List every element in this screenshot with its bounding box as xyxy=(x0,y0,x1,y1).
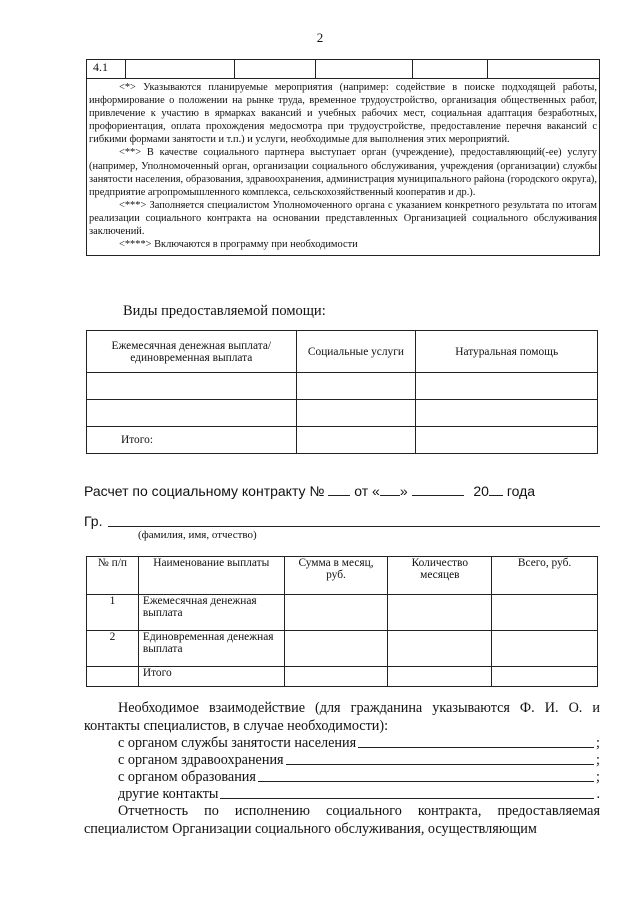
contract-number-field[interactable] xyxy=(328,483,350,496)
help-types-table xyxy=(86,330,598,454)
interaction-end: ; xyxy=(596,735,600,751)
total-label: Итого: xyxy=(87,427,297,454)
payments-table xyxy=(86,556,598,687)
interaction-label: с органом здравоохранения xyxy=(118,752,284,768)
interaction-label: с органом образования xyxy=(118,769,256,785)
footnotes xyxy=(87,79,599,255)
table-cell xyxy=(413,60,488,78)
help-section-title: Виды предоставляемой помощи: xyxy=(123,303,326,319)
table-row xyxy=(87,595,598,631)
table-cell xyxy=(388,595,492,631)
interaction-end: ; xyxy=(596,752,600,768)
table-row xyxy=(87,667,598,687)
interaction-item xyxy=(118,752,600,770)
year-field[interactable] xyxy=(489,483,503,496)
payment-name: Единовременная денежная выплата xyxy=(138,631,284,667)
fio-hint: (фамилия, имя, отчество) xyxy=(138,529,257,541)
table-header-row xyxy=(87,331,598,373)
table-row xyxy=(87,60,599,79)
table-cell xyxy=(126,60,235,78)
table-cell xyxy=(416,373,598,400)
interaction-end: . xyxy=(596,786,600,802)
header-cell: Социальные услуги xyxy=(296,331,416,373)
header-cell: № п/п xyxy=(87,557,139,595)
footnote-4: <****> Включаются в программу при необходимости xyxy=(119,239,358,251)
other-contact-field[interactable] xyxy=(220,786,594,799)
activities-table-fragment xyxy=(86,59,600,256)
table-header-row xyxy=(87,557,598,595)
table-cell xyxy=(87,373,297,400)
interaction-intro: Необходимое взаимодействие (для гражданина указываются Ф. И. О. и контакты специалистов, в случае необходимости): xyxy=(84,700,600,734)
row-number: 4.1 xyxy=(87,60,126,78)
table-cell xyxy=(296,427,416,454)
page-number: 2 xyxy=(316,30,324,45)
interaction-item xyxy=(118,786,600,804)
employment-contact-field[interactable] xyxy=(358,735,594,748)
citizen-name-field[interactable] xyxy=(108,526,600,527)
table-cell xyxy=(388,667,492,687)
payment-name: Итого xyxy=(138,667,284,687)
table-cell xyxy=(296,400,416,427)
year-prefix: 20 xyxy=(473,483,489,499)
header-cell: Количество месяцев xyxy=(388,557,492,595)
footnote-2: <**> В качестве социального партнера выступает орган (учреждение), предоставляющий(-ее) услугу (например, Уполномоченный орган, организации социального обслуживания, учреждения (организации) службы занятости населения, образования, здравоохранения, администрация муниципального района (городского округа), предприятие агропромышленного комплекса, сельскохозяйственный кооператив и др.). xyxy=(89,147,597,198)
table-cell xyxy=(235,60,316,78)
table-row xyxy=(87,400,598,427)
table-cell xyxy=(284,631,388,667)
header-cell: Сумма в месяц, руб. xyxy=(284,557,388,595)
header-cell: Ежемесячная денежная выплата/ единовременная выплата xyxy=(87,331,297,373)
interaction-item xyxy=(118,769,600,787)
year-suffix: года xyxy=(506,483,536,499)
row-number xyxy=(87,667,139,687)
interaction-label: с органом службы занятости населения xyxy=(118,735,357,751)
header-cell: Наименование выплаты xyxy=(138,557,284,595)
report-text: Отчетность по исполнению социального контракта, предоставляемая специалистом Организации социального обслуживания, осуществляющим xyxy=(84,803,600,837)
footnote-1: <*> Указываются планируемые мероприятия (например: содействие в поиске подходящей работы, информирование о положении на рынке труда, временное трудоустройство, организация общественных работ, привлечение к участию в ярмарках вакансий и учебных рабочих мест, социальная адаптация безработных, профориентация, оплата прохождения медосмотра при трудоустройстве, предоставление перечня вакансий с гибкими формами занятости и т.п.) и услуги, необходимые для выполнения этих мероприятий. xyxy=(89,82,597,146)
table-row xyxy=(87,427,598,454)
calc-from: от « xyxy=(354,483,380,499)
header-cell: Всего, руб. xyxy=(492,557,598,595)
citizen-label: Гр. xyxy=(84,513,103,529)
month-field[interactable] xyxy=(412,483,464,496)
table-cell xyxy=(388,631,492,667)
table-row xyxy=(87,631,598,667)
table-cell xyxy=(492,631,598,667)
table-cell xyxy=(492,595,598,631)
education-contact-field[interactable] xyxy=(258,769,594,782)
interaction-label: другие контакты xyxy=(118,786,219,802)
table-cell xyxy=(284,595,388,631)
table-cell xyxy=(416,400,598,427)
interaction-end: ; xyxy=(596,769,600,785)
table-cell xyxy=(488,60,584,78)
table-cell xyxy=(87,400,297,427)
payment-name: Ежемесячная денежная выплата xyxy=(138,595,284,631)
table-row xyxy=(87,373,598,400)
table-cell xyxy=(316,60,413,78)
table-cell xyxy=(296,373,416,400)
table-cell xyxy=(416,427,598,454)
health-contact-field[interactable] xyxy=(286,752,594,765)
calc-title-line xyxy=(84,483,535,499)
header-cell: Натуральная помощь xyxy=(416,331,598,373)
footnote-3: <***> Заполняется специалистом Уполномоченного органа с указанием конкретного результата по итогам реализации социального контракта на основании представленных Организацией социального обслуживания заключений. xyxy=(89,199,597,238)
row-number: 1 xyxy=(87,595,139,631)
calc-close: » xyxy=(399,483,408,499)
table-cell xyxy=(284,667,388,687)
table-cell xyxy=(492,667,598,687)
row-number: 2 xyxy=(87,631,139,667)
interaction-item xyxy=(118,735,600,753)
calc-title: Расчет по социальному контракту № xyxy=(84,483,325,499)
day-field[interactable] xyxy=(380,483,400,496)
